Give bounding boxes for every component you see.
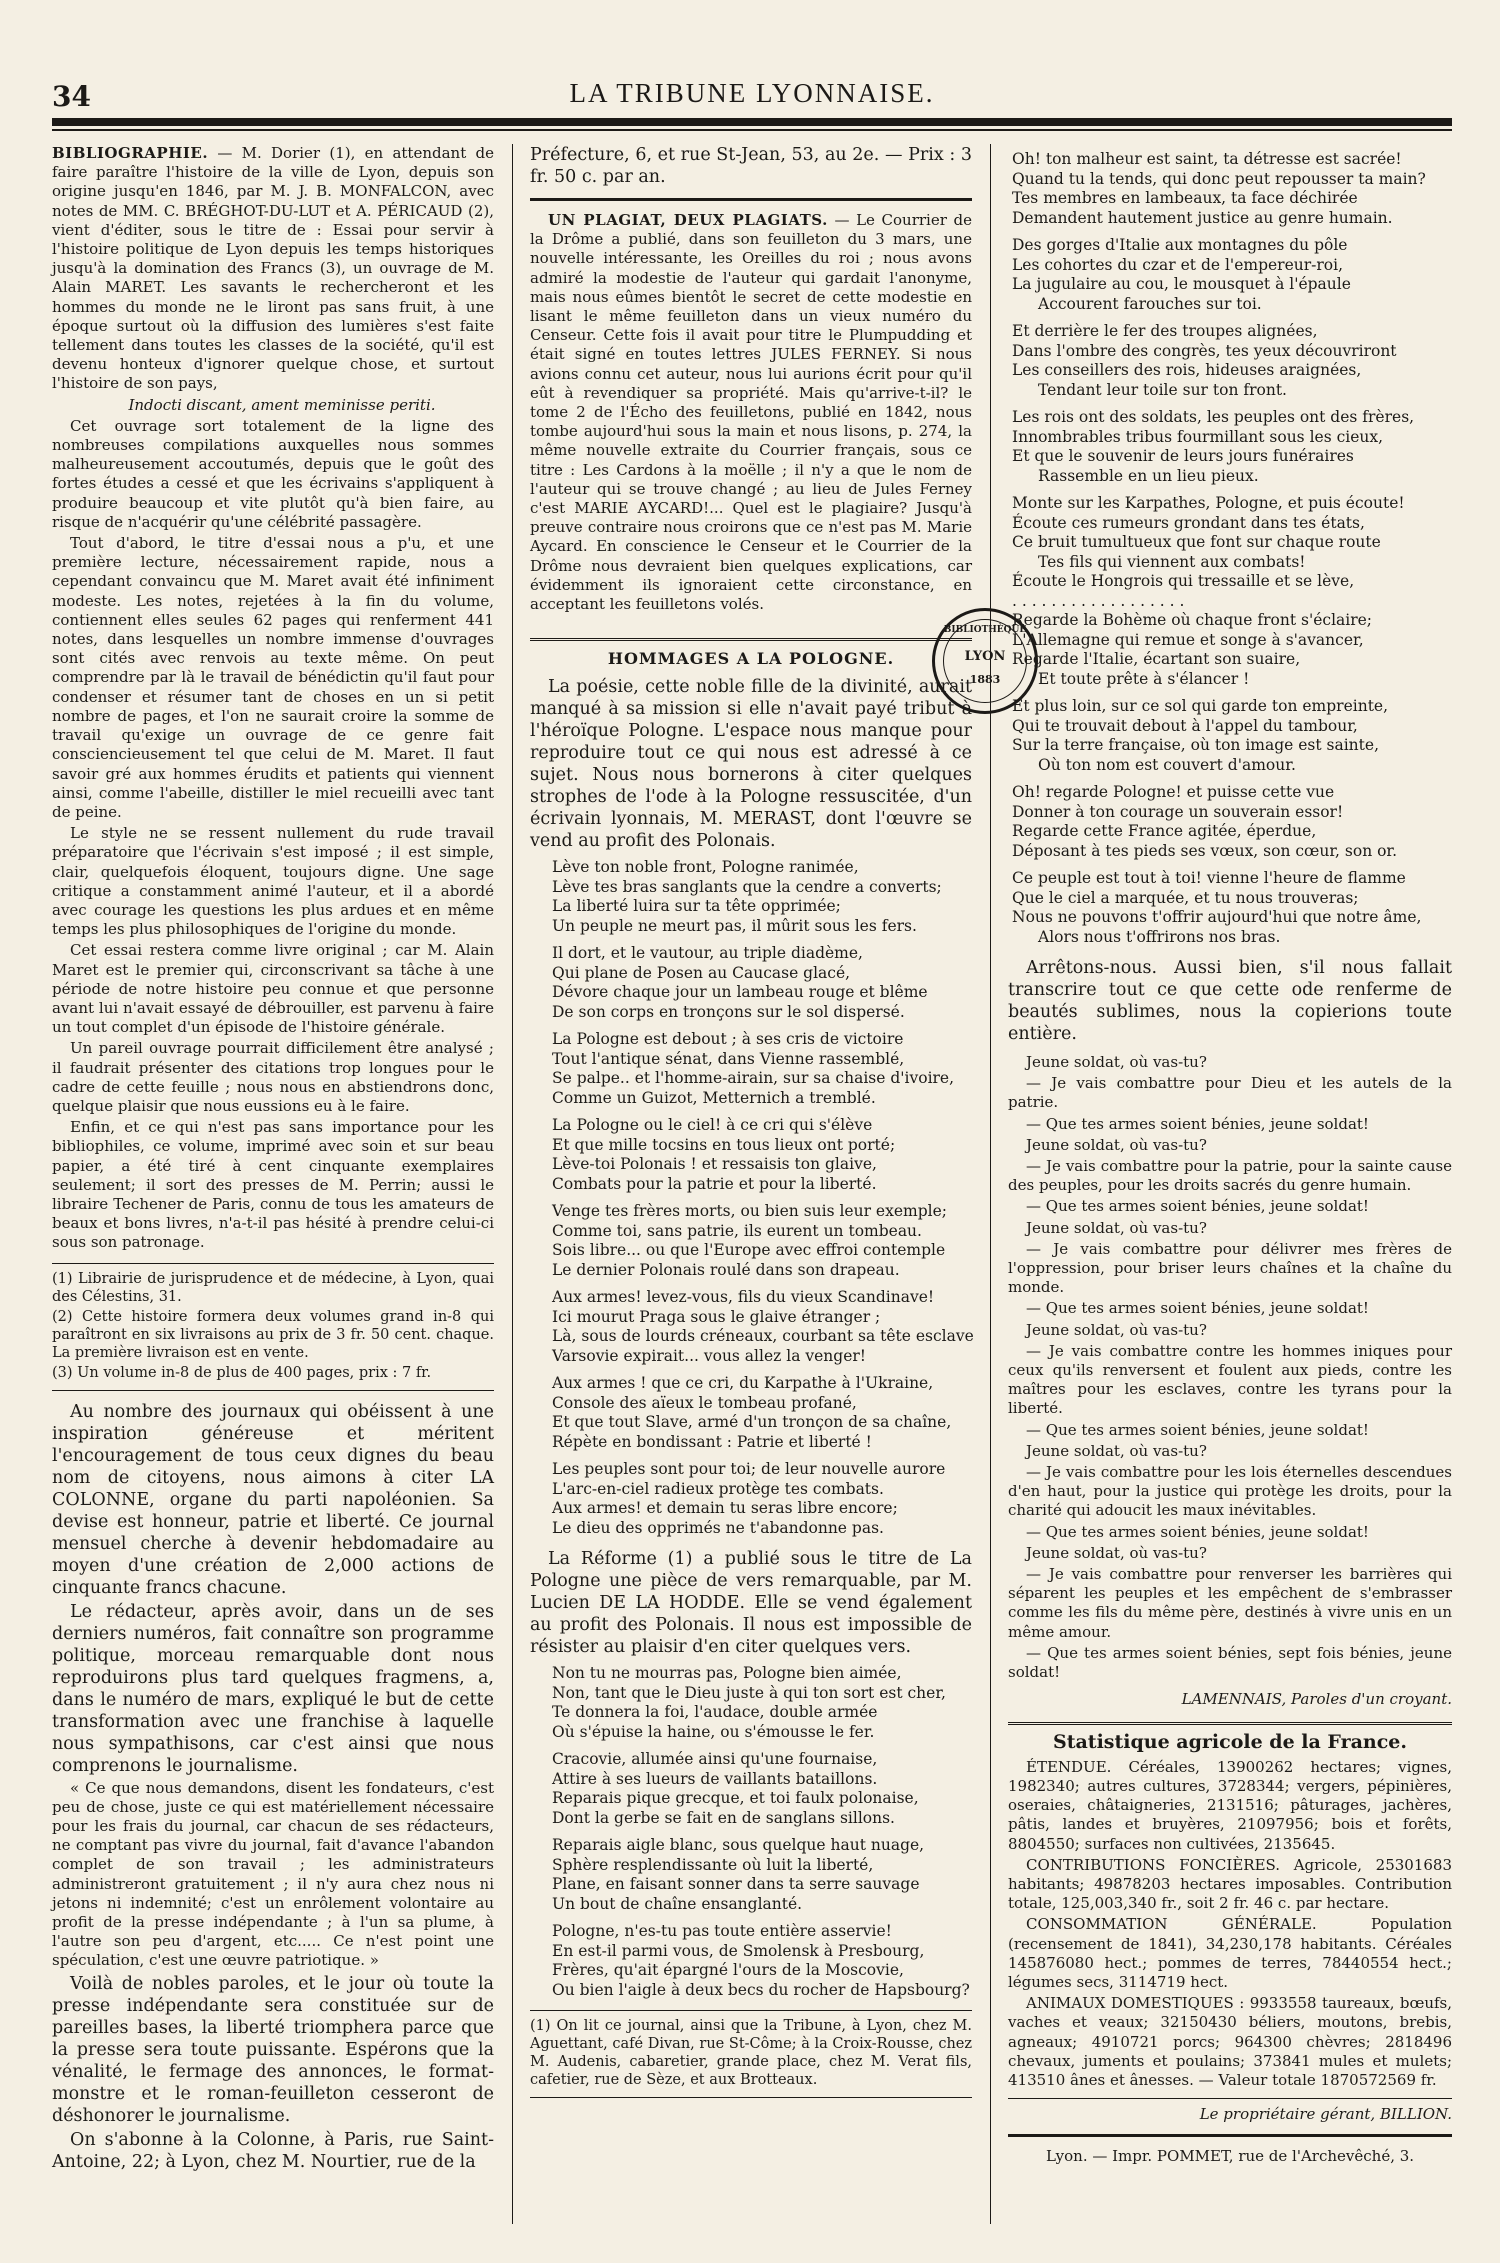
verse-line: Cracovie, allumée ainsi qu'une fournaise, bbox=[552, 1750, 878, 1769]
verse-line: Aux armes ! que ce cri, du Karpathe à l'Ukraine, bbox=[552, 1374, 934, 1393]
verse-line: Il dort, et le vautour, au triple diadème, bbox=[552, 944, 863, 963]
column-1 bbox=[52, 144, 494, 2175]
dialogue-line: — Que tes armes soient bénies, jeune soldat! bbox=[1026, 1114, 1369, 1133]
verse-line: Qui te trouvait debout à l'appel du tambour, bbox=[1012, 716, 1358, 735]
verse-line: Venge tes frères morts, ou bien suis leur exemple; bbox=[552, 1202, 947, 1221]
verse-line: Le dieu des opprimés ne t'abandonne pas. bbox=[552, 1518, 884, 1537]
verse-line: Nous ne pouvons t'offrir aujourd'hui que notre âme, bbox=[1012, 908, 1422, 926]
dialogue-line: — Que tes armes soient bénies, jeune soldat! bbox=[1026, 1522, 1369, 1541]
verse-line: L'Allemagne qui remue et songe à s'avancer, bbox=[1012, 630, 1364, 649]
dialogue-line: — Que tes armes soient bénies, jeune soldat! bbox=[1026, 1197, 1369, 1216]
verse-line bbox=[552, 1742, 972, 1750]
verse-line: Ce bruit tumultueux que font sur chaque route bbox=[1012, 533, 1381, 551]
bibliographie-paragraph bbox=[52, 144, 494, 394]
column-2 bbox=[530, 144, 972, 2108]
dialogue-line: — Je vais combattre pour la patrie, pour la sainte cause des peuples, pour les droits sacrés du genre humain. bbox=[1008, 1157, 1452, 1195]
paragraph-text: — Le Courrier de la Drôme a publié, dans son feuilleton du 3 mars, une nouvelle intéressante, les Oreilles du roi ; nous avons admiré la modestie de l'auteur qui gardait l'anonyme, mais nous eûmes bientôt le secret de cette modestie en lisant le même feuilleton dans un vieux numéro du Censeur. Cette fois il avait pour titre le Plumpudding et était signé en toutes lettres JULES FERNEY. Si nous avions connu cet auteur, nous lui aurions écrit pour qu'il eût à revendiquer sa propriété. Mais qu'arrive-t-il? le tome 2 de l'Écho des feuilletons, publié en 1842, nous tombe aujourd'hui sous la main et nous lisons, p. 274, la même nouvelle extraite du Courrier français, sous ce titre : Les Cardons à la moëlle ; il n'y a que le nom de l'auteur qui se trouve changé ; au lieu de Jules Ferney c'est MARIE AYCARD!... Quel est le plagiaire? Jusqu'à preuve contraire nous croirons que ce n'est pas M. Marie Aycard. En conscience le Censeur et le Courrier de la Drôme nous devraient bien quelques explications, car évidemment ils ignoraient cette circonstance, en acceptant les feuilletons volés. bbox=[530, 211, 972, 614]
verse-line: Dans l'ombre des congrès, tes yeux découvriront bbox=[1012, 341, 1397, 360]
verse-line: Donner à ton courage un souverain essor! bbox=[1012, 802, 1344, 821]
verse-line: Alors nous t'offrirons nos bras. bbox=[1038, 927, 1281, 946]
verse-line: Dont la gerbe se fait en de sanglans sillons. bbox=[552, 1808, 895, 1827]
verse-line: Lève-toi Polonais ! et ressaisis ton glaive, bbox=[552, 1155, 877, 1174]
verse-line bbox=[552, 1280, 972, 1288]
verse-line bbox=[552, 1108, 972, 1116]
paragraph: CONTRIBUTIONS FONCIÈRES. Agricole, 25301683 habitants; 49878203 hectares imposables. Contribution totale, 125,003,340 fr., soit 2 fr. 46 c. par hectare. bbox=[1008, 1855, 1452, 1913]
verse-line bbox=[552, 936, 972, 944]
verse-line: Console des aïeux le tombeau profané, bbox=[552, 1393, 857, 1412]
verse-line: Déposant à tes pieds ses vœux, son cœur, son or. bbox=[1012, 841, 1398, 860]
verse-line: Frères, qu'ait épargné l'ours de la Moscovie, bbox=[552, 1961, 904, 1980]
verse-line: Te donnera la foi, l'audace, double armée bbox=[552, 1703, 878, 1722]
verse-line: Écoute ces rumeurs grondant dans tes états, bbox=[1012, 513, 1365, 532]
dialogue-line: — Que tes armes soient bénies, jeune soldat! bbox=[1026, 1299, 1369, 1318]
section-heading: HOMMAGES A LA POLOGNE. bbox=[530, 638, 972, 668]
verse-line: Non, tant que le Dieu juste à qui ton sort est cher, bbox=[552, 1683, 946, 1702]
verse-line: Plane, en faisant sonner dans ta serre sauvage bbox=[552, 1875, 920, 1894]
verse-line: Dévore chaque jour un lambeau rouge et blême bbox=[552, 983, 928, 1002]
verse-line bbox=[552, 1452, 972, 1460]
column-divider bbox=[512, 144, 513, 2224]
verse-line: Les conseillers des rois, hideuses araignées, bbox=[1012, 361, 1362, 379]
verse-line: Attire à ses lueurs de vaillants bataillons. bbox=[552, 1769, 878, 1788]
paragraph: Tout d'abord, le titre d'essai nous a p'u, et une première lecture, nécessairement rapide, nous a cependant convaincu que M. Maret avait été infiniment modeste. Les notes, rejetées à la fin du volume, contiennent elles seules 62 pages qui renferment 441 notes, dans lesquelles un nombre immense d'ouvrages sont cités avec renvois au texte même. On peut comprendre par là le travail de bénédictin qu'il faut pour condenser et résumer tant de choses en un si petit nombre de pages, et l'on ne saurait croire la somme de travail qu'exige un ouvrage de ce genre fait consciencieusement tel que celui de M. Maret. Il faut savoir gré aux hommes érudits et patients qui viennent ainsi, comme l'abeille, distiller le miel recueilli avec tant de peine. bbox=[52, 534, 494, 821]
verse-line: Sur la terre française, où ton image est sainte, bbox=[1012, 736, 1379, 754]
verse-line: Et que tout Slave, armé d'un tronçon de sa chaîne, bbox=[552, 1413, 952, 1432]
verse-line: Les cohortes du czar et de l'empereur-roi, bbox=[1012, 255, 1343, 274]
verse-line: Innombrables tribus fourmillant sous les cieux, bbox=[1012, 427, 1384, 446]
verse-line: Reparais pique grecque, et toi faulx polonaise, bbox=[552, 1789, 919, 1808]
section-label: BIBLIOGRAPHIE. bbox=[52, 144, 209, 162]
verse-line: Combats pour la patrie et pour la liberté. bbox=[552, 1174, 877, 1193]
verse-line: Sphère resplendissante où luit la liberté, bbox=[552, 1855, 874, 1874]
quotation: « Ce que nous demandons, disent les fondateurs, c'est peu de chose, juste ce qui est matériellement nécessaire pour les frais du journal, car chacun de ses rédacteurs, ne comptant pas vivre du journal, fait d'avance l'abandon complet de son travail ; les administrateurs administreront gratuitement ; il n'y aura chez nous ni jetons ni indemnité; c'est un enrôlement volontaire au profit de la presse indépendante ; à l'un sa plume, à l'autre son peu d'argent, etc..... Ce n'est point une spéculation, c'est une œuvre patriotique. » bbox=[52, 1778, 494, 1970]
poem bbox=[1012, 150, 1452, 947]
column-divider bbox=[990, 144, 991, 2224]
paragraph: ANIMAUX DOMESTIQUES : 9933558 taureaux, bœufs, vaches et veaux; 32150430 béliers, moutons, brebis, agneaux; 4910721 porcs; 964300 chèvres; 2818496 chevaux, juments et poulains; 373841 mules et mulets; 413510 ânes et ânesses. — Valeur totale 1870572569 fr. bbox=[1008, 1994, 1452, 2089]
verse-line: La liberté luira sur ta tête opprimée; bbox=[552, 897, 841, 916]
page-header bbox=[52, 78, 1452, 112]
newspaper-page bbox=[52, 78, 1452, 2228]
verse-line: Accourent farouches sur toi. bbox=[1038, 294, 1262, 313]
verse-line bbox=[1012, 314, 1452, 322]
dialogue bbox=[1008, 1053, 1452, 1682]
verse-line: Quand tu la tends, qui donc peut repousser ta main? bbox=[1012, 169, 1426, 188]
paragraph: On s'abonne à la Colonne, à Paris, rue Saint-Antoine, 22; à Lyon, chez M. Nourtier, rue de la bbox=[52, 2129, 494, 2172]
footnote: (2) Cette histoire formera deux volumes grand in-8 qui paraîtront en six livraisons au prix de 3 fr. 50 cent. chaque. La première livraison est en vente. bbox=[52, 1308, 494, 1361]
verse-line: Que le ciel a marquée, et tu nous trouveras; bbox=[1012, 888, 1359, 907]
newspaper-title: LA TRIBUNE LYONNAISE. bbox=[569, 78, 935, 108]
verse-line bbox=[552, 1022, 972, 1030]
verse-line bbox=[1012, 228, 1452, 236]
verse-line: Et derrière le fer des troupes alignées, bbox=[1012, 322, 1318, 340]
verse-line: Regarde la Bohème où chaque front s'éclaire; bbox=[1012, 611, 1373, 629]
verse-line bbox=[1012, 486, 1452, 494]
verse-line: Et que le souvenir de leurs jours funéraires bbox=[1012, 447, 1354, 465]
verse-line: Les rois ont des soldats, les peuples ont des frères, bbox=[1012, 408, 1415, 426]
verse-line: Comme toi, sans patrie, ils eurent un tombeau. bbox=[552, 1221, 922, 1240]
verse-line: Oh! ton malheur est saint, ta détresse est sacrée! bbox=[1012, 150, 1402, 168]
verse-line: Répète en bondissant : Patrie et liberté ! bbox=[552, 1432, 872, 1451]
paragraph: Le rédacteur, après avoir, dans un de ses derniers numéros, fait connaître son programme politique, morceau remarquable dont nous reproduirons plus tard quelques fragmens, a, dans le numéro de mars, expliqué le but de cette transformation avec une franchise à laquelle nous sympathisons, car c'est ainsi que nous comprenons le journalisme. bbox=[52, 1601, 494, 1776]
verse-line: Tes membres en lambeaux, ta face déchirée bbox=[1012, 189, 1358, 207]
stamp-text: LYON bbox=[964, 649, 1006, 664]
dialogue-line: — Que tes armes soient bénies, jeune soldat! bbox=[1026, 1420, 1369, 1439]
paragraph-text: — M. Dorier (1), en attendant de faire paraître l'histoire de la ville de Lyon, depuis son origine jusqu'en 1846, par M. J. B. MONFALCON, avec notes de MM. C. BRÉGHOT-DU-LUT et A. PÉRICAUD (2), vient d'éditer, sous le titre de : Essai pour servir à l'histoire politique de Lyon depuis les temps historiques jusqu'à la domination des Francs (3), un ouvrage de M. Alain MARET. Les savants le rechercheront et les hommes du monde ne le liront pas sans fruit, à une époque surtout où la diffusion des lumières s'est faite tellement dans toutes les classes de la société, qu'il est devenu honteux d'ignorer quelque chose, et surtout l'histoire de son pays, bbox=[52, 144, 494, 393]
verse-line: Rassemble en un lieu pieux. bbox=[1038, 466, 1259, 485]
footnote: (3) Un volume in-8 de plus de 400 pages, prix : 7 fr. bbox=[52, 1364, 432, 1381]
paragraph: Arrêtons-nous. Aussi bien, s'il nous fallait transcrire tout ce que cette ode renferme de beautés sublimes, nous la copierions toute entière. bbox=[1008, 958, 1452, 1044]
verse-line: Lève ton noble front, Pologne ranimée, bbox=[552, 858, 859, 877]
imprint-line: Lyon. — Impr. POMMET, rue de l'Archevêché, 3. bbox=[1045, 2147, 1415, 2166]
verse-line: . . . . . . . . . . . . . . . . . . bbox=[1012, 591, 1185, 610]
verse-line: Ou bien l'aigle à deux becs du rocher de Hapsbourg? bbox=[552, 1980, 970, 1999]
verse-line: Où s'épuise la haine, ou s'émousse le fer. bbox=[552, 1722, 875, 1741]
verse-line bbox=[552, 1914, 972, 1922]
section-heading: Statistique agricole de la France. bbox=[1008, 1722, 1452, 1752]
verse-line: Les peuples sont pour toi; de leur nouvelle aurore bbox=[552, 1460, 946, 1479]
dialogue-line: Jeune soldat, où vas-tu? bbox=[1026, 1053, 1207, 1071]
verse-line bbox=[552, 1828, 972, 1836]
paragraph: Cet ouvrage sort totalement de la ligne des nombreuses compilations auxquelles nous sommes malheureusement accoutumés, depuis que le goût des fortes études a cessé et que les écrivains s'appliquent à produire beaucoup et vite plutôt qu'à bien faire, au risque de n'acquérir qu'une célébrité passagère. bbox=[52, 416, 494, 531]
verse-line: Non tu ne mourras pas, Pologne bien aimée, bbox=[552, 1664, 902, 1683]
paragraph: La Réforme (1) a publié sous le titre de La Pologne une pièce de vers remarquable, par M. Lucien DE LA HODDE. Elle se vend également au profit des Polonais. Il nous est impossible de résister au plaisir d'en citer quelques vers. bbox=[530, 1549, 972, 1658]
verse-line: Monte sur les Karpathes, Pologne, et puis écoute! bbox=[1012, 494, 1405, 512]
verse-line: Comme un Guizot, Metternich a tremblé. bbox=[552, 1088, 876, 1107]
paragraph: Voilà de nobles paroles, et le jour où toute la presse indépendante sera constituée sur de pareilles bases, la liberté triomphera parce que la presse sera toute puissante. Espérons que la vénalité, le fermage des annonces, le format-monstre et le roman-feuilleton cesseront de déshonorer le journalisme. bbox=[52, 1973, 494, 2126]
section-label: UN PLAGIAT, DEUX PLAGIATS. bbox=[548, 211, 828, 229]
dialogue-line: Jeune soldat, où vas-tu? bbox=[1026, 1218, 1207, 1237]
dialogue-line: Jeune soldat, où vas-tu? bbox=[1026, 1135, 1207, 1154]
paragraph: Enfin, et ce qui n'est pas sans importance pour les bibliophiles, ce volume, imprimé avec soin et sur beau papier, a été tiré à cent cinquante exemplaires seulement; il sort des presses de M. Perrin; aussi le libraire Techener de Paris, connu de tous les amateurs de beaux et bons livres, n'a-t-il pas hésité à prendre celui-ci sous son patronage. bbox=[52, 1118, 494, 1252]
verse-line bbox=[1012, 400, 1452, 408]
paragraph: Cet essai restera comme livre original ; car M. Alain Maret est le premier qui, circonscrivant sa tâche à une période de notre histoire peu connue et que personne avant lui n'avait essayé de débrouiller, est parvenu à faire un tout complet d'un épisode de l'histoire générale. bbox=[52, 941, 494, 1037]
stamp-text: BIBLIOTHÈQUE bbox=[943, 625, 1027, 635]
poem bbox=[552, 858, 972, 1538]
verse-line: De son corps en tronçons sur le sol dispersé. bbox=[552, 1002, 905, 1021]
paragraph: Au nombre des journaux qui obéissent à une inspiration généreuse et méritent l'encouragement de tous ceux dignes du beau nom de citoyens, nous aimons à citer LA COLONNE, organe du parti napoléonien. Sa devise est honneur, patrie et liberté. Ce journal mensuel cherche à devenir hebdomadaire au moyen d'une création de 2,000 actions de cinquante francs chacune. bbox=[52, 1401, 494, 1598]
separator bbox=[1008, 2134, 1452, 2137]
verse-line: L'arc-en-ciel radieux protège tes combats. bbox=[552, 1479, 884, 1498]
header-rule-thin bbox=[52, 129, 1452, 131]
footnote: (1) Librairie de jurisprudence et de médecine, à Lyon, quai des Célestins, 31. bbox=[52, 1270, 494, 1305]
dialogue-line: — Que tes armes soient bénies, sept fois bénies, jeune soldat! bbox=[1008, 1643, 1452, 1682]
verse-line: Aux armes! et demain tu seras libre encore; bbox=[552, 1499, 898, 1518]
verse-line: Sois libre... ou que l'Europe avec effroi contemple bbox=[552, 1241, 946, 1260]
dialogue-line: — Je vais combattre pour Dieu et les autels de la patrie. bbox=[1008, 1074, 1452, 1112]
separator bbox=[530, 198, 972, 201]
verse-line: Écoute le Hongrois qui tressaille et se lève, bbox=[1012, 572, 1355, 590]
verse-line bbox=[1012, 689, 1452, 697]
paragraph: Le style ne se ressent nullement du rude travail préparatoire que l'écrivain s'est imposé ; il est simple, clair, quelquefois éloquent, toujours digne. Une sage critique a constamment animé l'auteur, et il a abordé avec courage les questions les plus ardues et en même temps les plus philosophiques de l'origine du monde. bbox=[52, 824, 494, 939]
plagiat-paragraph bbox=[530, 211, 972, 614]
paragraph: La poésie, cette noble fille de la divinité, aurait manqué à sa mission si elle n'avait payé tribut à l'héroïque Pologne. L'espace nous manque pour reproduire tout ce qui nous est adressé à ce sujet. Nous nous bornerons à citer quelques strophes de l'ode à la Pologne ressuscitée, d'un écrivain lyonnais, M. MERAST, dont l'œuvre se vend au profit des Polonais. bbox=[530, 677, 972, 852]
stamp-text: 1883 bbox=[969, 673, 1001, 686]
verse-line: Et toute prête à s'élancer ! bbox=[1038, 669, 1250, 688]
verse-line: Reparais aigle blanc, sous quelque haut nuage, bbox=[552, 1836, 925, 1855]
verse-line: La jugulaire au cou, le mousquet à l'épaule bbox=[1012, 275, 1351, 293]
verse-line: Ici mourut Praga sous le glaive étranger ; bbox=[552, 1307, 881, 1326]
verse-line: Un bout de chaîne ensanglanté. bbox=[552, 1894, 803, 1913]
library-stamp bbox=[932, 608, 1038, 714]
dialogue-line: — Je vais combattre pour renverser les barrières qui séparent les peuples et les empêchent de s'embrasser comme les fils du même père, destinés à vivre unis en un même amour. bbox=[1008, 1565, 1452, 1641]
verse-line: Ce peuple est tout à toi! vienne l'heure de flamme bbox=[1012, 869, 1406, 887]
verse-line: Et plus loin, sur ce sol qui garde ton empreinte, bbox=[1012, 697, 1389, 715]
verse-line: Demandent hautement justice au genre humain. bbox=[1012, 208, 1393, 227]
dialogue-line: Jeune soldat, où vas-tu? bbox=[1026, 1320, 1207, 1339]
footnote bbox=[530, 2010, 972, 2098]
verse-line bbox=[552, 1366, 972, 1374]
verse-line: Le dernier Polonais roulé dans son drapeau. bbox=[552, 1260, 900, 1279]
paragraph: Préfecture, 6, et rue St-Jean, 53, au 2e. — Prix : 3 fr. 50 c. par an. bbox=[530, 145, 972, 187]
verse-line: Où ton nom est couvert d'amour. bbox=[1038, 755, 1296, 774]
footnotes bbox=[52, 1263, 494, 1391]
verse-line: Regarde l'Italie, écartant son suaire, bbox=[1012, 650, 1301, 668]
dialogue-line: — Je vais combattre pour les lois éternelles descendues d'en haut, pour la justice qui protège les droits, pour la charité qui adoucit les maux inévitables. bbox=[1008, 1463, 1452, 1520]
verse-line: Regarde cette France agitée, éperdue, bbox=[1012, 822, 1317, 840]
verse-line: Se palpe.. et l'homme-airain, sur sa chaise d'ivoire, bbox=[552, 1069, 955, 1088]
verse-line bbox=[1012, 775, 1452, 783]
dialogue-line: — Je vais combattre contre les hommes iniques pour ceux qu'ils renversent et foulent aux pieds, contre les maîtres pour les esclaves, contre les tyrans pour la liberté. bbox=[1008, 1341, 1452, 1418]
verse-line: Aux armes! levez-vous, fils du vieux Scandinave! bbox=[552, 1288, 935, 1307]
gerant-line: Le propriétaire gérant, BILLION. bbox=[1008, 2098, 1452, 2124]
attribution: LAMENNAIS, Paroles d'un croyant. bbox=[1181, 1690, 1452, 1709]
verse-line: Un peuple ne meurt pas, il mûrit sous les fers. bbox=[552, 916, 917, 935]
verse-line: En est-il parmi vous, de Smolensk à Presbourg, bbox=[552, 1941, 925, 1960]
dialogue-line: Jeune soldat, où vas-tu? bbox=[1026, 1441, 1207, 1460]
verse-line: Tendant leur toile sur ton front. bbox=[1038, 380, 1287, 399]
verse-line: Oh! regarde Pologne! et puisse cette vue bbox=[1012, 783, 1335, 801]
page-number: 34 bbox=[52, 80, 91, 113]
paragraph: Un pareil ouvrage pourrait difficilement être analysé ; il faudrait présenter des citations trop longues pour le cadre de cette feuille ; nous nous en abstiendrons donc, quelque plaisir que nous eussions eu à le faire. bbox=[52, 1039, 494, 1115]
verse-line: La Pologne est debout ; à ses cris de victoire bbox=[552, 1030, 904, 1049]
verse-line: Lève tes bras sanglants que la cendre a converts; bbox=[552, 877, 942, 896]
verse-line: Des gorges d'Italie aux montagnes du pôle bbox=[1012, 236, 1348, 254]
verse-line: Tout l'antique sénat, dans Vienne rassemblé, bbox=[552, 1049, 905, 1068]
footnote-text: (1) On lit ce journal, ainsi que la Tribune, à Lyon, chez M. Aguettant, café Divan, rue St-Côme; à la Croix-Rousse, chez M. Audenis, cabaretier, grande place, chez M. Verat fils, cafetier, rue de Sèze, et aux Brotteaux. bbox=[530, 2018, 972, 2089]
dialogue-line: — Je vais combattre pour délivrer mes frères de l'oppression, pour briser leurs chaînes et la chaîne du monde. bbox=[1008, 1239, 1452, 1297]
verse-line bbox=[552, 1194, 972, 1202]
verse-line: Là, sous de lourds créneaux, courbant sa tête esclave bbox=[552, 1327, 974, 1346]
verse-line: La Pologne ou le ciel! à ce cri qui s'élève bbox=[552, 1116, 873, 1135]
paragraph: CONSOMMATION GÉNÉRALE. Population (recensement de 1841), 34,230,178 habitants. Céréales 145876080 hect.; pommes de terres, 78440554 hect.; légumes secs, 3114719 hect. bbox=[1008, 1915, 1452, 1991]
verse-line: Varsovie expirait... vous allez la venger! bbox=[552, 1346, 867, 1365]
header-rule bbox=[52, 118, 1452, 126]
paragraph: ÉTENDUE. Céréales, 13900262 hectares; vignes, 1982340; autres cultures, 3728344; vergers, pépinières, oseraies, châtaigneries, 2131516; pâturages, jachères, pâtis, landes et bruyères, 21097956; bois et forêts, 8804550; surfaces non cultivées, 2135645. bbox=[1008, 1757, 1452, 1853]
verse-line: Qui plane de Posen au Caucase glacé, bbox=[552, 963, 851, 982]
column-3 bbox=[1008, 144, 1452, 2167]
verse-line bbox=[1012, 861, 1452, 869]
latin-quote: Indocti discant, ament meminisse periti. bbox=[128, 395, 436, 414]
dialogue-line: Jeune soldat, où vas-tu? bbox=[1026, 1543, 1207, 1562]
poem bbox=[552, 1664, 972, 2000]
verse-line: Tes fils qui viennent aux combats! bbox=[1038, 552, 1306, 571]
verse-line: Et que mille tocsins en tous lieux ont porté; bbox=[552, 1135, 896, 1154]
verse-line: Pologne, n'es-tu pas toute entière asservie! bbox=[552, 1922, 892, 1941]
